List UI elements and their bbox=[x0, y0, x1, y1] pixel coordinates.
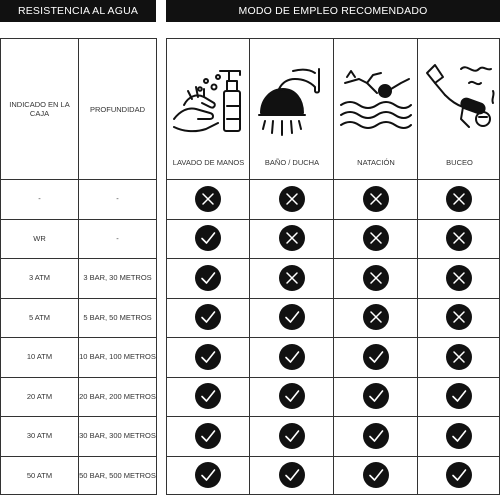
cross-mark-icon bbox=[279, 265, 305, 291]
activity-label: LAVADO DE MANOS bbox=[172, 158, 245, 167]
column-divider bbox=[249, 39, 250, 494]
check-mark-icon bbox=[446, 383, 472, 409]
depth-cell: 3 BAR, 30 METROS bbox=[83, 273, 152, 283]
check-mark-icon bbox=[446, 423, 472, 449]
row-divider bbox=[167, 298, 499, 299]
row-divider bbox=[167, 337, 499, 338]
depth-cell: 20 BAR, 200 METROS bbox=[79, 391, 156, 401]
column-divider bbox=[417, 39, 418, 494]
check-mark-icon bbox=[195, 423, 221, 449]
depth-cell: 10 BAR, 100 METROS bbox=[79, 352, 156, 362]
check-mark-icon bbox=[195, 304, 221, 330]
cross-mark-icon bbox=[363, 225, 389, 251]
depth-cell: - bbox=[116, 233, 119, 243]
shower-icon bbox=[253, 61, 331, 141]
cross-mark-icon bbox=[363, 304, 389, 330]
cross-mark-icon bbox=[195, 186, 221, 212]
cross-mark-icon bbox=[446, 304, 472, 330]
cross-mark-icon bbox=[363, 265, 389, 291]
activity-label: NATACIÓN bbox=[357, 158, 395, 167]
activity-label: BUCEO bbox=[446, 158, 473, 167]
indicated-cell: 20 ATM bbox=[26, 391, 53, 401]
check-mark-icon bbox=[363, 462, 389, 488]
check-mark-icon bbox=[279, 344, 305, 370]
check-mark-icon bbox=[279, 304, 305, 330]
cross-mark-icon bbox=[363, 186, 389, 212]
check-mark-icon bbox=[195, 383, 221, 409]
check-mark-icon bbox=[195, 462, 221, 488]
recommended-use-header: MODO DE EMPLEO RECOMENDADO bbox=[166, 0, 500, 22]
cross-mark-icon bbox=[279, 186, 305, 212]
recommended-use-table bbox=[166, 38, 500, 495]
indicated-cell: 30 ATM bbox=[26, 431, 53, 441]
indicated-cell: - bbox=[38, 194, 41, 204]
diving-icon bbox=[421, 61, 499, 141]
check-mark-icon bbox=[195, 225, 221, 251]
row-divider bbox=[167, 456, 499, 457]
check-mark-icon bbox=[279, 423, 305, 449]
cross-mark-icon bbox=[446, 265, 472, 291]
swimming-icon bbox=[337, 61, 415, 141]
cross-mark-icon bbox=[446, 186, 472, 212]
activity-label: BAÑO / DUCHA bbox=[264, 158, 320, 167]
row-divider bbox=[167, 258, 499, 259]
depth-cell: 50 BAR, 500 METROS bbox=[79, 470, 156, 480]
check-mark-icon bbox=[363, 344, 389, 370]
depth-cell: 30 BAR, 300 METROS bbox=[79, 431, 156, 441]
cross-mark-icon bbox=[279, 225, 305, 251]
row-divider bbox=[167, 416, 499, 417]
hand-washing-icon bbox=[170, 61, 248, 141]
water-resistance-table bbox=[0, 38, 157, 495]
check-mark-icon bbox=[279, 462, 305, 488]
indicated-cell: 50 ATM bbox=[26, 470, 53, 480]
row-divider bbox=[167, 219, 499, 220]
column-divider bbox=[333, 39, 334, 494]
check-mark-icon bbox=[446, 462, 472, 488]
check-mark-icon bbox=[195, 344, 221, 370]
check-mark-icon bbox=[195, 265, 221, 291]
depth-cell: - bbox=[116, 194, 119, 204]
check-mark-icon bbox=[363, 383, 389, 409]
indicated-cell: 3 ATM bbox=[28, 273, 51, 283]
row-divider bbox=[167, 377, 499, 378]
row-divider bbox=[167, 179, 499, 180]
indicated-column-header: INDICADO EN LA CAJA bbox=[9, 100, 70, 118]
cross-mark-icon bbox=[446, 225, 472, 251]
indicated-cell: 10 ATM bbox=[26, 352, 53, 362]
check-mark-icon bbox=[279, 383, 305, 409]
depth-cell: 5 BAR, 50 METROS bbox=[83, 312, 152, 322]
depth-column-header: PROFUNDIDAD bbox=[89, 104, 145, 114]
cross-mark-icon bbox=[446, 344, 472, 370]
check-mark-icon bbox=[363, 423, 389, 449]
indicated-cell: WR bbox=[33, 233, 46, 243]
indicated-cell: 5 ATM bbox=[28, 312, 51, 322]
water-resistance-header: RESISTENCIA AL AGUA bbox=[0, 0, 156, 22]
